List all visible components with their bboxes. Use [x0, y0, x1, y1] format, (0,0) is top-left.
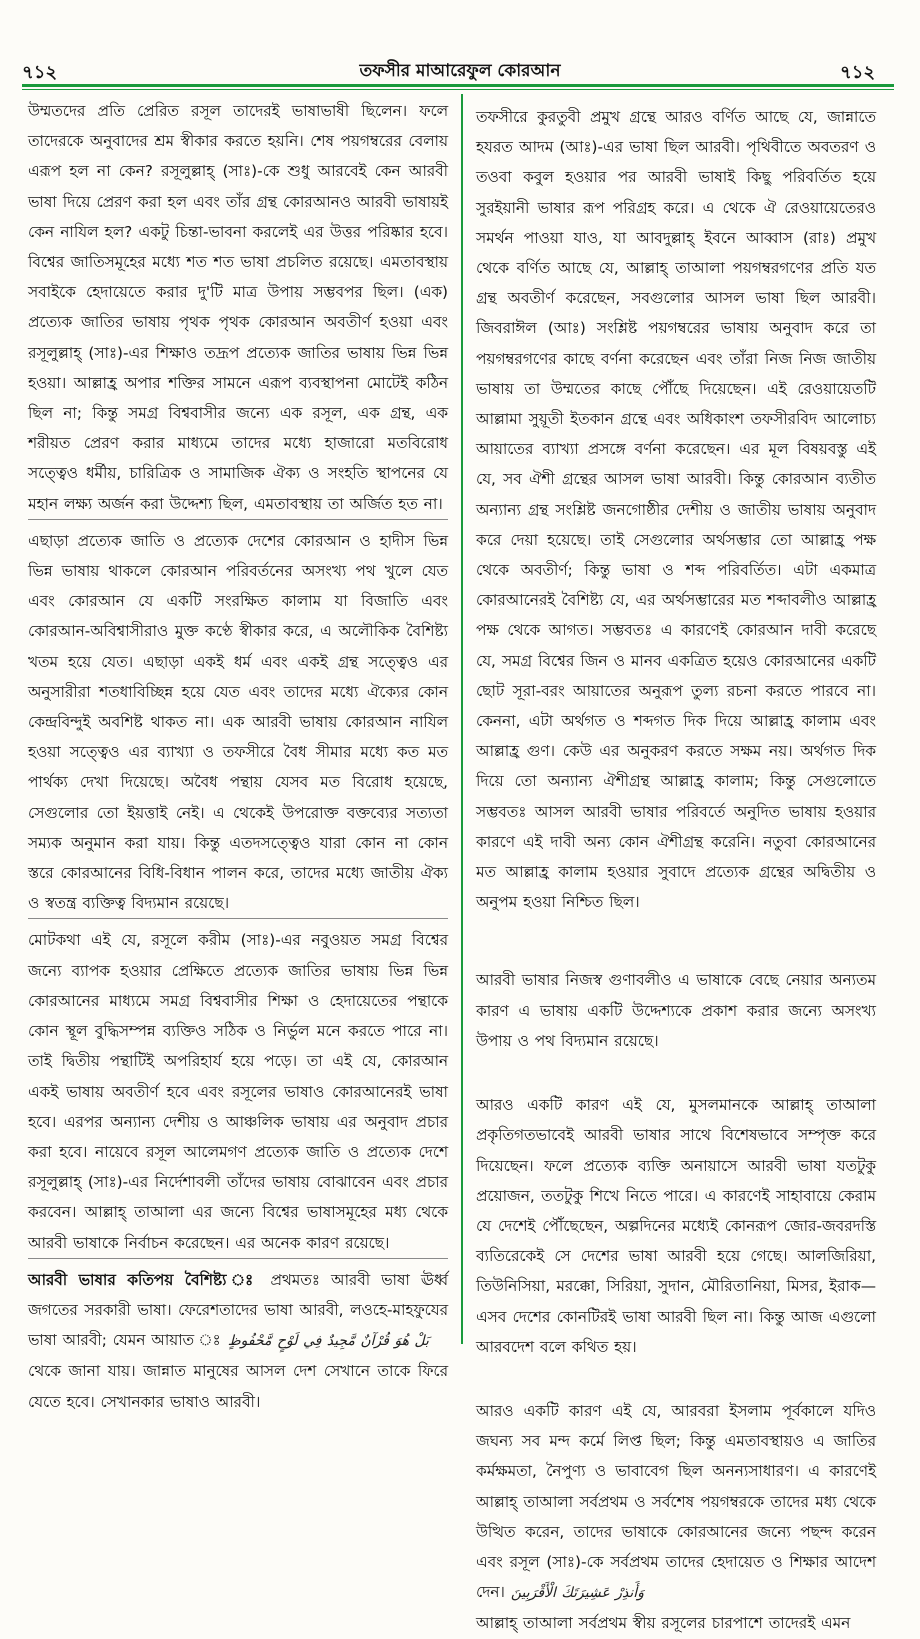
right-paragraph-4-text: আরও একটি কারণ এই যে, আরবরা ইসলাম পূর্বকালে যদিও জঘন্য সব মন্দ কর্মে লিপ্ত ছিল; কিন্তু এমতাবস্থায়ও এ জাতির কর্মক্ষমতা, নৈপুণ্য ও ভাবাবেগ ছিল অনন্যসাধারণ। এ কারণেই আল্লাহ্ তাআলা সর্বপ্রথম ও সর্বশেষ পয়গম্বরকে তাদের মধ্য থেকে উত্থিত করেন, তাদের ভাষাকে কোরআনের জন্যে পছন্দ করেন এবং রসূল (সাঃ)-কে সর্বপ্রথম তাদের হেদায়েত ও শিক্ষার আদেশ দেন।: [476, 1401, 876, 1602]
right-column: [476, 96, 876, 1639]
running-title: তফসীর মাআরেফুল কোরআন: [359, 61, 561, 81]
page-number-left: ৭১২: [22, 62, 58, 83]
page-header: [0, 0, 920, 83]
left-paragraph-1: উম্মতদের প্রতি প্রেরিত রসূল তাদেরই ভাষাভাষী ছিলেন। ফলে তাদেরকে অনুবাদের শ্রম স্বীকার করতে হয়নি। শেষ পয়গম্বরের বেলায় এরূপ হল না কেন? রসূলুল্লাহ্ (সাঃ)-কে শুধু আরবেই কেন আরবী ভাষা দিয়ে প্রেরণ করা হল এবং তাঁর গ্রন্থ কোরআনও আরবী ভাষায়ই কেন নাযিল হল? একটু চিন্তা-ভাবনা করলেই এর উত্তর পরিষ্কার হবে। বিশ্বের জাতিসমূহের মধ্যে শত শত ভাষা প্রচলিত রয়েছে। এমতাবস্থায় সবাইকে হেদায়েতে করার দু'টি মাত্র উপায় সম্ভবপর ছিল। (এক) প্রত্যেক জাতির ভাষায় পৃথক পৃথক কোরআন অবতীর্ণ হওয়া এবং রসূলুল্লাহ্ (সাঃ)-এর শিক্ষাও তদ্রূপ প্রত্যেক জাতির ভাষায় ভিন্ন ভিন্ন হওয়া। আল্লাহ্র অপার শক্তির সামনে এরূপ ব্যবস্থাপনা মোটেই কঠিন ছিল না; কিন্তু সমগ্র বিশ্ববাসীর জন্যে এক রসূল, এক গ্রন্থ, এক শরীয়ত প্রেরণ করার মাধ্যমে তাদের মধ্যে হাজারো মতবিরোধ সত্ত্বেও ধর্মীয়, চারিত্রিক ও সামাজিক ঐক্য ও সংহতি স্থাপনের যে মহান লক্ষ্য অর্জন করা উদ্দেশ্য ছিল, এমতাবস্থায় তা অর্জিত হত না।: [28, 102, 448, 513]
left-paragraph-4: [28, 1265, 448, 1357]
left-paragraph-3: মোটকথা এই যে, রসূলে করীম (সাঃ)-এর নবুওয়ত সমগ্র বিশ্বের জন্যে ব্যাপক হওয়ার প্রেক্ষিতে প্রত্যেক জাতির ভাষায় ভিন্ন ভিন্ন কোরআনের মাধ্যমে সমগ্র বিশ্ববাসীর শিক্ষা ও হেদায়েতের পন্থাকে কোন স্থূল বুদ্ধিসম্পন্ন ব্যক্তিও সঠিক ও নির্ভুল মনে করতে পারে না। তাই দ্বিতীয় পন্থাটিই অপরিহার্য হয়ে পড়ে। তা এই যে, কোরআন একই ভাষায় অবতীর্ণ হবে এবং রসূলের ভাষাও কোরআনেরই ভাষা হবে। এরপর অন্যান্য দেশীয় ও আঞ্চলিক ভাষায় এর অনুবাদ প্রচার করা হবে। নায়েবে রসূল আলেমগণ প্রত্যেক জাতি ও প্রত্যেক দেশে রসূলুল্লাহ্ (সাঃ)-এর নির্দেশাবলী তাঁদের ভাষায় বোঝাবেন এবং প্রচার করবেন। আল্লাহ্ তাআলা এর জন্যে বিশ্বের ভাষাসমূহের মধ্য থেকে আরবী ভাষাকে নির্বাচন করেছেন। এর অনেক কারণ রয়েছে।: [28, 931, 448, 1252]
quran-verse: بَلْ هُوَ قُرْآنٌ مَّجِيدٌ فِي لَوْحٍ مَّحْفُوظٍ: [227, 1333, 429, 1350]
page-number-right: ৭১২: [840, 62, 876, 83]
column-divider: [461, 94, 463, 1344]
left-paragraph-4-tail: থেকে জানা যায়। জান্নাত মানুষের আসল দেশ সেখানে তাকে ফিরে যেতে হবে। সেখানকার ভাষাও আরবী।: [28, 1362, 448, 1411]
header-rule-thin: [22, 89, 894, 90]
left-paragraph-4-text: প্রথমতঃ আরবী ভাষা ঊর্ধ্ব জগতের সরকারী ভাষা। ফেরেশতাদের ভাষা আরবী, লওহে-মাহফুযের ভাষা আরবী; যেমন আয়াত ঃ: [28, 1270, 448, 1350]
right-paragraph-4: [476, 1396, 876, 1608]
section-heading: আরবী ভাষার কতিপয় বৈশিষ্ট্য ঃ: [28, 1270, 260, 1289]
right-paragraph-1: তফসীরে কুরতুবী প্রমুখ গ্রন্থে আরও বর্ণিত আছে যে, জান্নাতে হযরত আদম (আঃ)-এর ভাষা ছিল আরবী। পৃথিবীতে অবতরণ ও তওবা কবুল হওয়ার পর আরবী ভাষাই কিছু পরিবর্তিত হয়ে সুরইয়ানী ভাষার রূপ পরিগ্রহ করে। এ থেকে ঐ রেওয়ায়েতেরও সমর্থন পাওয়া যাও, যা আবদুল্লাহ্ ইবনে আব্বাস (রাঃ) প্রমুখ থেকে বর্ণিত আছে যে, আল্লাহ্ তাআলা পয়গম্বরগণের প্রতি যত গ্রন্থ অবতীর্ণ করেছেন, সবগুলোর আসল ভাষা ছিল আরবী। জিবরাঈল (আঃ) সংশ্লিষ্ট পয়গম্বরের ভাষায় অনুবাদ করে তা পয়গম্বরগণের কাছে বর্ণনা করেছেন এবং তাঁরা নিজ নিজ জাতীয় ভাষায় তা উম্মতের কাছে পৌঁছে দিয়েছেন। এই রেওয়ায়েতটি আল্লামা সুয়ূতী ইতকান গ্রন্থে এবং অধিকাংশ তফসীরবিদ আলোচ্য আয়াতের ব্যাখ্যা প্রসঙ্গে বর্ণনা করেছেন। এর মূল বিষয়বস্তু এই যে, সব ঐশী গ্রন্থের আসল ভাষা আরবী। কিন্তু কোরআন ব্যতীত অন্যান্য গ্রন্থ সংশ্লিষ্ট জনগোষ্ঠীর দেশীয় ও জাতীয় ভাষায় অনুবাদ করে দেয়া হয়েছে। তাই সেগুলোর অর্থসম্ভার তো আল্লাহ্র পক্ষ থেকে অবতীর্ণ; কিন্তু ভাষা ও শব্দ পরিবর্তিত। এটা একমাত্র কোরআনেরই বৈশিষ্ট্য যে, এর অর্থসম্ভারের মত শব্দাবলীও আল্লাহ্র পক্ষ থেকে আগত। সম্ভবতঃ এ কারণেই কোরআন দাবী করেছে যে, সমগ্র বিশ্বের জিন ও মানব একত্রিত হয়েও কোরআনের একটি ছোট সূরা-বরং আয়াতের অনুরূপ তুল্য রচনা করতে পারবে না। কেননা, এটা অর্থগত ও শব্দগত দিক দিয়ে আল্লাহ্র কালাম এবং আল্লাহ্র গুণ। কেউ এর অনুকরণ করতে সক্ষম নয়। অর্থগত দিক দিয়ে তো অন্যান্য ঐশীগ্রন্থ আল্লাহ্র কালাম; কিন্তু সেগুলোতে সম্ভবতঃ আসল আরবী ভাষার পরিবর্তে অনুদিত ভাষায় হওয়ার কারণে এই দাবী অন্য কোন ঐশীগ্রন্থ করেনি। নতুবা কোরআনের মত আল্লাহ্র কালাম হওয়ার সুবাদে প্রত্যেক গ্রন্থের অদ্বিতীয় ও অনুপম হওয়া নিশ্চিত ছিল।: [476, 108, 876, 912]
left-paragraph-2: এছাড়া প্রত্যেক জাতি ও প্রত্যেক দেশের কোরআন ও হাদীস ভিন্ন ভিন্ন ভাষায় থাকলে কোরআন পরিবর্তনের অসংখ্য পথ খুলে যেত এবং কোরআন যে একটি সংরক্ষিত কালাম যা বিজাতি এবং কোরআন-অবিশ্বাসীরাও মুক্ত কণ্ঠে স্বীকার করে, এ অলৌকিক বৈশিষ্ট্য খতম হয়ে যেত। এছাড়া একই ধর্ম এবং একই গ্রন্থ সত্ত্বেও এর অনুসারীরা শতধাবিচ্ছিন্ন হয়ে যেত এবং তাদের মধ্যে ঐক্যের কোন কেন্দ্রবিন্দুই অবশিষ্ট থাকত না। এক আরবী ভাষায় কোরআন নাযিল হওয়া সত্ত্বেও এর ব্যাখ্যা ও তফসীরে বৈধ সীমার মধ্যে কত মত পার্থক্য দেখা দিয়েছে। অবৈধ পন্থায় যেসব মত বিরোধ হয়েছে, সেগুলোর তো ইয়ত্তাই নেই। এ থেকেই উপরোক্ত বক্তব্যের সত্যতা সম্যক অনুমান করা যায়। কিন্তু এতদসত্ত্বেও যারা কোন না কোন স্তরে কোরআনের বিধি-বিধান পালন করে, তাদের মধ্যে জাতীয় ঐক্য ও স্বতন্ত্র ব্যক্তিত্ব বিদ্যমান রয়েছে।: [28, 531, 448, 913]
quran-verse: وَأَنذِرْ عَشِيرَتَكَ الْأَقْرَبِينَ: [510, 1585, 644, 1602]
header-rule: [22, 84, 894, 87]
left-column: [28, 96, 448, 1417]
right-paragraph-3: আরও একটি কারণ এই যে, মুসলমানকে আল্লাহ্ তাআলা প্রকৃতিগতভাবেই আরবী ভাষার সাথে বিশেষভাবে সম্পৃক্ত করে দিয়েছেন। ফলে প্রত্যেক ব্যক্তি অনায়াসে আরবী ভাষা যতটুকু প্রয়োজন, ততটুকু শিখে নিতে পারে। এ কারণেই সাহাবায়ে কেরাম যে দেশেই পৌঁছেছেন, অল্পদিনের মধ্যেই কোনরূপ জোর-জবরদস্তি ব্যতিরেকেই সে দেশের ভাষা আরবী হয়ে গেছে। আলজিরিয়া, তিউনিসিয়া, মরক্কো, সিরিয়া, সুদান, মৌরিতানিয়া, মিসর, ইরাক—এসব দেশের কোনটিরই ভাষা আরবী ছিল না। কিন্তু আজ এগুলো আরবদেশ বলে কথিত হয়।: [476, 1096, 876, 1356]
right-paragraph-2: আরবী ভাষার নিজস্ব গুণাবলীও এ ভাষাকে বেছে নেয়ার অন্যতম কারণ এ ভাষায় একটি উদ্দেশ্যকে প্রকাশ করার জন্যে অসংখ্য উপায় ও পথ বিদ্যমান রয়েছে।: [476, 971, 876, 1050]
right-paragraph-4-tail: আল্লাহ্ তাআলা সর্বপ্রথম স্বীয় রসূলের চারপাশে তাদেরই এমন: [476, 1614, 851, 1633]
